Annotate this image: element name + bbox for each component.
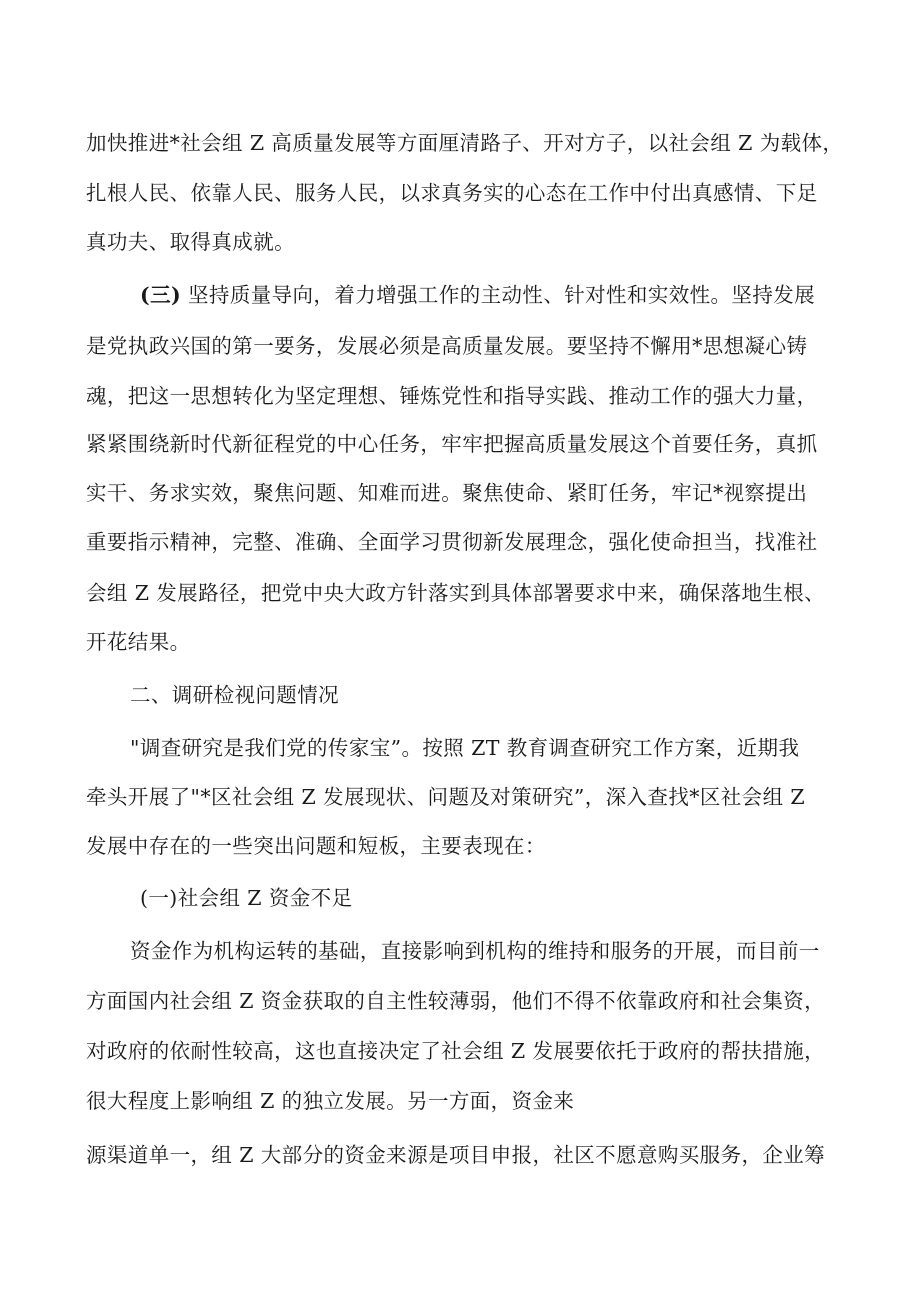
text-line: 开花结果。	[86, 630, 191, 654]
text-line: 真功夫、取得真成就。	[86, 230, 295, 254]
text-line: 会组 Z 发展路径，把党中央大政方针落实到具体部署要求中来，确保落地生根、	[86, 581, 826, 605]
text-line: 方面国内社会组 Z 资金获取的自主性较薄弱，他们不得不依靠政府和社会集资，	[86, 989, 826, 1013]
subsection-title: (一)社会组 Z 资金不足	[140, 886, 353, 910]
text-line: 发展中存在的一些突出问题和短板，主要表现在：	[86, 834, 546, 858]
text-line: 加快推进*社会组 Z 高质量发展等方面厘清路子、开对方子，以社会组 Z 为载体，	[86, 131, 844, 155]
text-line: 重要指示精神，完整、准确、全面学习贯彻新发展理念，强化使命担当，找准社	[86, 530, 818, 554]
section-title: 二、调研检视问题情况	[130, 683, 339, 707]
text-line: 很大程度上影响组 Z 的独立发展。另一方面，资金来	[86, 1089, 575, 1113]
text-line: "调查研究是我们党的传家宝”。按照 ZT 教育调查研究工作方案，近期我	[130, 736, 800, 760]
heading-text: 坚持质量导向，着力增强工作的主动性、针对性和实效性。坚持发展	[188, 283, 816, 307]
text-line: 资金作为机构运转的基础，直接影响到机构的维持和服务的开展，而目前一	[130, 939, 820, 963]
text-line: 扎根人民、依靠人民、服务人民，以求真务实的心态在工作中付出真感情、下足	[86, 181, 818, 205]
text-line: 紧紧围绕新时代新征程党的中心任务，牢牢把握高质量发展这个首要任务，真抓	[86, 432, 818, 456]
text-line: 源渠道单一，组 Z 大部分的资金来源是项目申报，社区不愿意购买服务，企业筹	[86, 1143, 826, 1167]
section-heading-line	[140, 280, 815, 310]
section-number: (三)	[140, 283, 182, 307]
text-line: 实干、务求实效，聚焦问题、知难而进。聚焦使命、紧盯任务，牢记*视察提出	[86, 481, 808, 505]
text-line: 魂，把这一思想转化为坚定理想、锤炼党性和指导实践、推动工作的强大力量，	[86, 384, 818, 408]
text-line: 是党执政兴国的第一要务，发展必须是高质量发展。要坚持不懈用*思想凝心铸	[86, 334, 808, 358]
text-line: 牵头开展了"*区社会组 Z 发展现状、问题及对策研究”，深入查找*区社会组 Z	[86, 785, 806, 809]
text-line: 对政府的依耐性较高，这也直接决定了社会组 Z 发展要依托于政府的帮扶措施，	[86, 1039, 826, 1063]
